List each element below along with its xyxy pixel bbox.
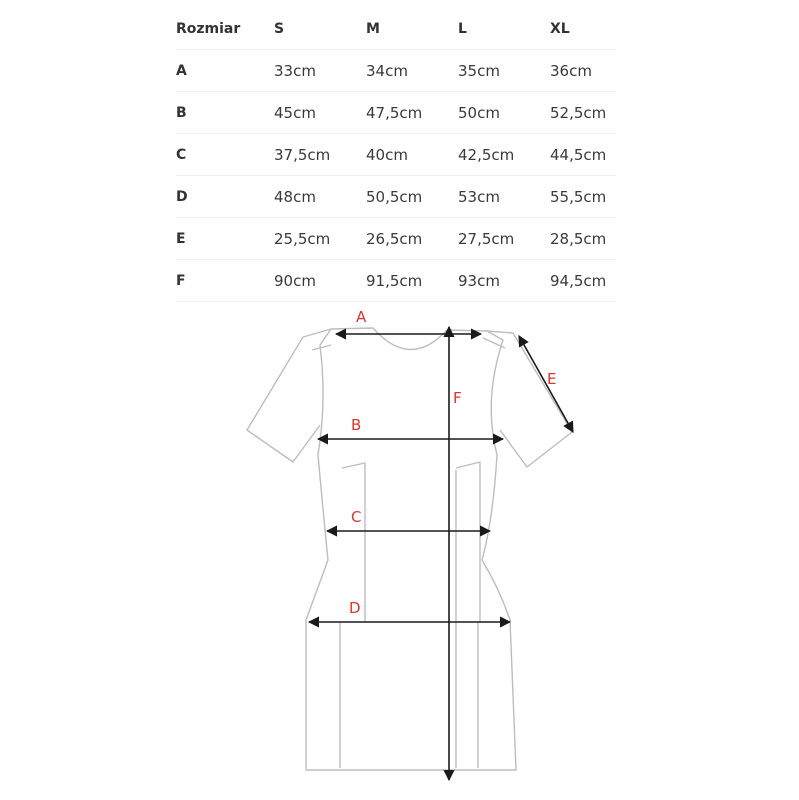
table-cell: 26,5cm bbox=[366, 218, 458, 260]
table-cell: 28,5cm bbox=[550, 218, 616, 260]
table-cell: 53cm bbox=[458, 176, 550, 218]
table-cell: 91,5cm bbox=[366, 260, 458, 302]
table-cell: 52,5cm bbox=[550, 92, 616, 134]
row-label-e: E bbox=[176, 218, 274, 260]
label-f: F bbox=[453, 389, 462, 407]
table-cell: 44,5cm bbox=[550, 134, 616, 176]
header-size-l: L bbox=[458, 8, 550, 50]
label-c: C bbox=[351, 508, 362, 526]
row-label-d: D bbox=[176, 176, 274, 218]
table-cell: 40cm bbox=[366, 134, 458, 176]
row-label-f: F bbox=[176, 260, 274, 302]
header-size-m: M bbox=[366, 8, 458, 50]
table-cell: 48cm bbox=[274, 176, 366, 218]
dress-outline bbox=[247, 328, 572, 770]
row-label-a: A bbox=[176, 50, 274, 92]
header-size-xl: XL bbox=[550, 8, 616, 50]
label-a: A bbox=[356, 308, 367, 326]
table-cell: 50,5cm bbox=[366, 176, 458, 218]
table-cell: 90cm bbox=[274, 260, 366, 302]
row-label-c: C bbox=[176, 134, 274, 176]
label-e: E bbox=[547, 370, 557, 388]
table-cell: 33cm bbox=[274, 50, 366, 92]
table-cell: 36cm bbox=[550, 50, 616, 92]
measurement-arrows bbox=[309, 327, 573, 780]
table-cell: 25,5cm bbox=[274, 218, 366, 260]
table-cell: 35cm bbox=[458, 50, 550, 92]
table-cell: 45cm bbox=[274, 92, 366, 134]
pocket-seam-right bbox=[456, 462, 480, 622]
table-cell: 55,5cm bbox=[550, 176, 616, 218]
header-rozmiar: Rozmiar bbox=[176, 8, 274, 50]
arrow-e bbox=[519, 336, 573, 432]
table-cell: 42,5cm bbox=[458, 134, 550, 176]
label-d: D bbox=[349, 599, 361, 617]
row-label-b: B bbox=[176, 92, 274, 134]
table-cell: 50cm bbox=[458, 92, 550, 134]
table-cell: 27,5cm bbox=[458, 218, 550, 260]
header-size-s: S bbox=[274, 8, 366, 50]
table-cell: 94,5cm bbox=[550, 260, 616, 302]
shoulder-dart-left bbox=[312, 345, 331, 350]
table-cell: 47,5cm bbox=[366, 92, 458, 134]
table-cell: 37,5cm bbox=[274, 134, 366, 176]
dress-body-outline bbox=[306, 328, 516, 770]
table-cell: 34cm bbox=[366, 50, 458, 92]
label-b: B bbox=[351, 416, 362, 434]
table-cell: 93cm bbox=[458, 260, 550, 302]
